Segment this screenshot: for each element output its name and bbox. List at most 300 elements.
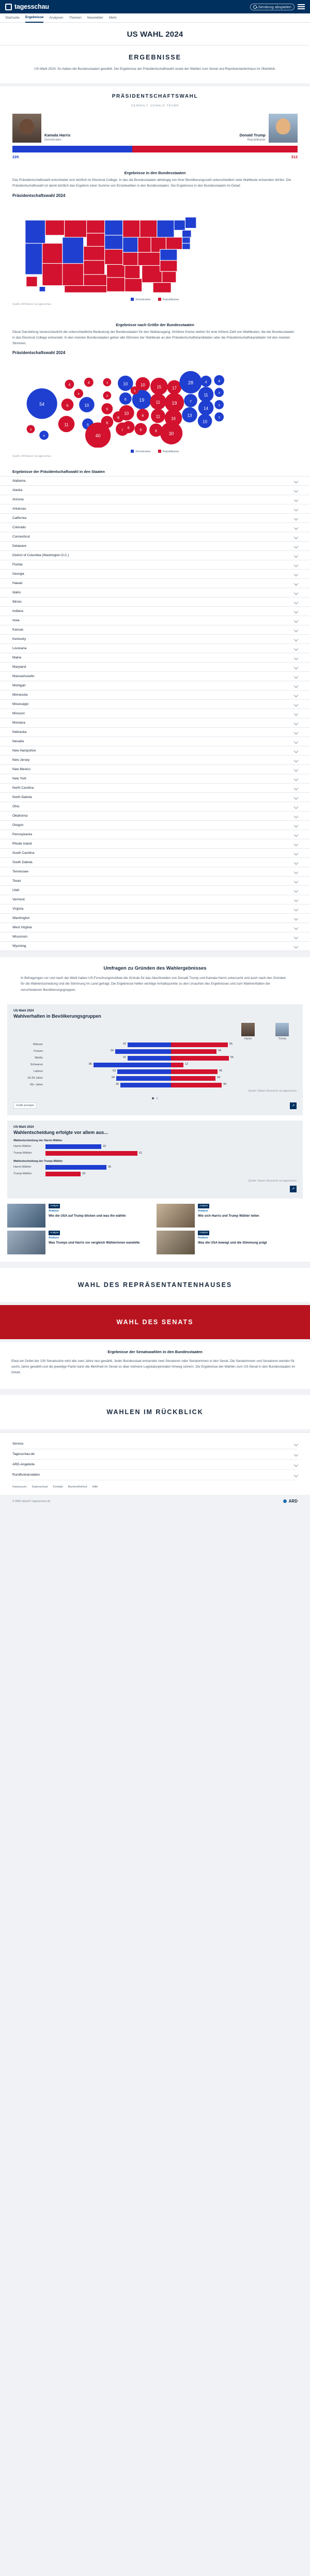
svg-text:19: 19 (172, 401, 177, 406)
search-input[interactable] (250, 4, 295, 10)
state-row-iowa[interactable] (0, 616, 310, 625)
senat-block-heading: Ergebnisse der Senatswahlen in den Bundesstaaten (107, 1349, 203, 1354)
state-label: Oregon (12, 823, 24, 827)
senat-block-text: Etwa ein Drittel der 100 Senatssitze wird alle zwei Jahre neu gewählt. Jeder Bundesstaat entsendet zwei Senatoren oder Senatorinnen in den Senat. Die Senatorinnen und Senatoren werden für sechs Jahre gewählt und die jeweilige Partei kann die Mehrheit im Senat so über mehrere Legislaturperioden hinweg sichern. Die Ergebnisse der Wahlen zum US-Senat in den Bundesstaaten im Detail: (11, 1359, 296, 1375)
panel1-source: Quelle: Edison Research via tagesschau (248, 1089, 297, 1093)
chevron-down-icon (294, 702, 298, 706)
svg-text:10: 10 (84, 403, 89, 408)
state-row-mississippi[interactable] (0, 700, 310, 709)
state-row-tennessee[interactable] (0, 867, 310, 877)
state-label: Massachusetts (12, 674, 35, 679)
praesidentschaftswahl-section (0, 86, 310, 951)
electoral-values (0, 154, 310, 159)
state-label: South Carolina (12, 851, 35, 855)
state-label: Nebraska (12, 730, 27, 734)
electoral-bar (0, 143, 310, 154)
state-row-dc[interactable] (0, 551, 310, 560)
state-label: North Carolina (12, 786, 34, 790)
chevron-down-icon (294, 562, 298, 566)
state-row-nebraska[interactable] (0, 728, 310, 737)
state-label: Utah (12, 888, 20, 893)
state-label: Rhode Island (12, 842, 32, 846)
state-row-rhode-island[interactable] (0, 839, 310, 849)
svg-text:11: 11 (156, 400, 161, 405)
state-row-new-hampshire[interactable] (0, 746, 310, 756)
chevron-down-icon (294, 627, 298, 632)
bubble-map-block (0, 311, 310, 464)
hero (0, 23, 310, 45)
chevron-down-icon (294, 730, 298, 734)
state-label: Tennessee (12, 870, 28, 874)
trump-electors: 312 (291, 155, 298, 160)
candidate-harris[interactable] (12, 114, 155, 143)
state-row-utah[interactable] (0, 886, 310, 895)
state-label: Alaska (12, 488, 23, 493)
svg-text:11: 11 (64, 422, 69, 427)
panel1-row (13, 1049, 297, 1054)
legend-dem-2: Demokraten (131, 450, 150, 453)
map2-source: Quelle: AP/Edison via tagesschau (12, 455, 52, 458)
map2-chart-label: Präsidentschaftswahl 2024 (12, 350, 66, 356)
chevron-down-icon (294, 488, 298, 492)
logo-main: tages (14, 3, 31, 10)
footer-row-label: Service (12, 1442, 24, 1446)
chevron-down-icon (294, 544, 298, 548)
chevron-down-icon (294, 823, 298, 827)
footer-row-service[interactable] (12, 1439, 298, 1449)
chevron-down-icon (294, 618, 298, 622)
map2-legend (12, 450, 298, 453)
state-label: Michigan (12, 684, 26, 688)
teaser-card[interactable] (7, 1204, 153, 1228)
trump-photo (275, 1023, 289, 1036)
state-row-colorado[interactable] (0, 523, 310, 532)
chevron-down-icon (294, 767, 298, 771)
chevron-down-icon (294, 479, 298, 483)
teaser-kicker: Analyse (198, 1209, 208, 1213)
panel1-tag[interactable]: Grafik anzeigen (13, 1102, 37, 1109)
chevron-down-icon (294, 860, 298, 864)
ergebnisse-title: ERGEBNISSE (129, 54, 181, 61)
state-row-kansas[interactable] (0, 625, 310, 635)
state-row-new-york[interactable] (0, 774, 310, 784)
chevron-down-icon (294, 581, 298, 585)
state-row-minnesota[interactable] (0, 691, 310, 700)
state-label: Hawaii (12, 581, 23, 586)
footer-link-datenschutz[interactable]: Datenschutz (32, 1485, 48, 1489)
panel2-row (13, 1172, 297, 1176)
teaser-thumbnail (157, 1204, 195, 1228)
chevron-down-icon (294, 553, 298, 557)
panel2-footer (13, 1186, 297, 1192)
main-nav (0, 13, 310, 23)
logo-mark-icon (5, 4, 12, 10)
svg-text:6: 6 (127, 426, 130, 431)
state-row-maine[interactable] (0, 653, 310, 663)
state-row-north-carolina[interactable] (0, 784, 310, 793)
row-value-right: 45 (219, 1069, 222, 1072)
map2-heading: Ergebnisse nach Größe der Bundesstaaten (116, 322, 194, 327)
state-row-washington[interactable] (0, 914, 310, 923)
panel1-row (13, 1063, 297, 1067)
ergebnisse-section (0, 45, 310, 83)
chevron-down-icon (294, 851, 298, 855)
state-row-maryland[interactable] (0, 663, 310, 672)
teaser-card[interactable] (157, 1231, 303, 1254)
teaser-card[interactable] (157, 1204, 303, 1228)
row-value-right: 44 (218, 1049, 221, 1052)
state-row-new-mexico[interactable] (0, 765, 310, 774)
chevron-down-icon (294, 600, 298, 604)
footer-row-tagesschau[interactable] (12, 1449, 298, 1460)
state-row-virginia[interactable] (0, 904, 310, 914)
panel-wahlentscheidung (7, 1121, 303, 1199)
panel1-col-harris: Harris (238, 1023, 258, 1040)
svg-text:4: 4 (68, 383, 71, 387)
state-row-kentucky[interactable] (0, 635, 310, 644)
state-label: Idaho (12, 591, 21, 595)
svg-text:6: 6 (140, 428, 142, 433)
nav-item-ergebnisse[interactable]: Ergebnisse (25, 13, 44, 23)
svg-text:6: 6 (106, 421, 109, 425)
state-row-california[interactable] (0, 514, 310, 523)
svg-text:3: 3 (218, 392, 220, 395)
nav-item-mehr[interactable]: Mehr (109, 16, 117, 20)
chevron-down-icon (294, 869, 298, 873)
chevron-down-icon (294, 534, 298, 539)
chevron-down-icon (294, 674, 298, 678)
panel2-row (13, 1165, 297, 1170)
row-label: Männer (33, 1043, 43, 1047)
teaser-kicker: Analyse (49, 1209, 59, 1213)
chevron-down-icon (294, 683, 298, 687)
state-row-new-jersey[interactable] (0, 756, 310, 765)
chevron-down-icon (294, 646, 298, 650)
state-label: Florida (12, 563, 23, 567)
chevron-down-icon (294, 758, 298, 762)
row-label: Harris-Wähler (13, 1145, 32, 1148)
state-row-alabama[interactable] (0, 477, 310, 486)
state-row-michigan[interactable] (0, 681, 310, 691)
chevron-down-icon (294, 795, 298, 799)
chevron-down-icon (294, 907, 298, 911)
panel1-footer (13, 1102, 297, 1109)
chevron-down-icon (294, 804, 298, 808)
chevron-down-icon (294, 944, 298, 948)
state-row-south-dakota[interactable] (0, 858, 310, 867)
map2-text: Diese Darstellung veranschaulicht die unterschiedliche Bedeutung der Bundesstaaten für den Wahlausgang. Größere Kreise stehen für eine höhere Zahl von Wahlleuten, die der Bundesstaaten in das Electoral College entsendet. In den meisten Bundesstaaten gehen alle Stimmen der Wahlleute an den Präsidentschaftskandidaten oder die Präsidentschaftskandidatin mit den meisten Stimmen. (12, 330, 295, 346)
chevron-down-icon (294, 516, 298, 520)
state-label: Indiana (12, 609, 23, 614)
chevron-down-icon (294, 711, 298, 715)
state-results-block (0, 159, 310, 311)
svg-text:8: 8 (117, 416, 119, 420)
panel2-title: Wahlentscheidung erfolgte vor allem aus... (13, 1129, 108, 1135)
trump-photo (269, 114, 298, 143)
row-label: 18-29 Jahre (27, 1077, 43, 1080)
state-row-arizona[interactable] (0, 495, 310, 504)
rueckblick-section (0, 1395, 310, 1429)
nav-item-startseite[interactable]: Startseite (5, 16, 20, 20)
state-row-texas[interactable] (0, 877, 310, 886)
panel2-source: Quelle: Edison Research via tagesschau (248, 1179, 297, 1183)
legend-dem: Demokraten (131, 298, 150, 301)
state-label: New Hampshire (12, 749, 36, 753)
row-value: 51 (139, 1152, 143, 1155)
row-label: Schwarze (30, 1063, 43, 1067)
panel2-kicker: US-Wahl 2024 (13, 1125, 34, 1129)
svg-text:15: 15 (157, 385, 162, 390)
panel1-row (13, 1042, 297, 1047)
state-row-vermont[interactable] (0, 895, 310, 904)
state-row-illinois[interactable] (0, 597, 310, 607)
svg-text:5: 5 (106, 407, 109, 411)
teaser-card[interactable] (7, 1231, 153, 1254)
state-label: New Mexico (12, 768, 30, 772)
footer-row-label: Rundfunkanstalten (12, 1473, 40, 1477)
svg-text:3: 3 (218, 404, 220, 408)
footer-link-hilfe[interactable]: Hilfe (92, 1485, 98, 1489)
state-label: South Dakota (12, 861, 33, 865)
footer-row-label: ARD-Angebote (12, 1463, 35, 1467)
map1-source: Quelle: AP/Edison via tagesschau (12, 302, 52, 306)
row-value-left: 42 (123, 1042, 126, 1046)
state-row-delaware[interactable] (0, 542, 310, 551)
electoral-bar-rep (132, 146, 298, 152)
state-label: Iowa (12, 619, 20, 623)
panel-carousel-dots[interactable] (13, 1097, 297, 1099)
svg-text:10: 10 (124, 411, 129, 416)
teaser-kicker: Analyse (198, 1236, 208, 1239)
chevron-down-icon (294, 786, 298, 790)
svg-text:28: 28 (188, 380, 193, 386)
state-row-pennsylvania[interactable] (0, 830, 310, 839)
svg-text:6: 6 (142, 414, 144, 418)
state-row-georgia[interactable] (0, 570, 310, 579)
svg-text:19: 19 (139, 397, 145, 403)
state-row-nevada[interactable] (0, 737, 310, 746)
footer-links (12, 1480, 298, 1493)
panel2-row (13, 1144, 297, 1149)
map1-chart-label: Präsidentschaftswahl 2024 (12, 193, 66, 198)
legend-rep-2: Republikaner (158, 450, 179, 453)
svg-text:3: 3 (133, 390, 136, 393)
share-icon[interactable]: ↗ (290, 1102, 297, 1109)
chevron-down-icon (294, 1473, 298, 1477)
svg-text:10: 10 (203, 419, 207, 424)
state-row-wyoming[interactable] (0, 942, 310, 951)
topbar (0, 0, 310, 13)
state-row-florida[interactable] (0, 560, 310, 570)
rueckblick-title: WAHLEN IM RÜCKBLICK (106, 1408, 204, 1416)
electoral-bar-dem (12, 146, 132, 152)
state-label: Mississippi (12, 702, 28, 707)
state-row-oregon[interactable] (0, 821, 310, 830)
state-label: Kansas (12, 628, 24, 632)
states-accordion-heading: Ergebnisse der Präsidentschaftswahl in den Staaten (12, 469, 105, 474)
state-row-idaho[interactable] (0, 588, 310, 597)
svg-text:3: 3 (29, 428, 32, 432)
row-value-left: 54 (112, 1076, 115, 1079)
panel1-row (13, 1069, 297, 1074)
state-row-massachusetts[interactable] (0, 672, 310, 681)
surveys-title: Umfragen zu Gründen des Wahlergebnisses (103, 965, 207, 972)
topbar-actions (250, 4, 305, 10)
state-row-louisiana[interactable] (0, 644, 310, 653)
state-row-oklahoma[interactable] (0, 811, 310, 821)
tagesschau-logo[interactable] (5, 3, 49, 10)
state-label: Virginia (12, 907, 24, 911)
repraesentantenhaus-section (0, 1268, 310, 1302)
svg-text:10: 10 (123, 381, 128, 387)
harris-photo (241, 1023, 255, 1036)
svg-text:16: 16 (171, 416, 176, 421)
footer-link-kontakt[interactable]: Kontakt (53, 1485, 63, 1489)
senat-title: WAHL DES SENATS (116, 1318, 194, 1326)
svg-text:4: 4 (218, 379, 221, 384)
teaser-grid (0, 1199, 310, 1262)
svg-text:3: 3 (106, 395, 108, 398)
teaser-headline: Wie die USA auf Trump blicken und was ihn wählte (49, 1214, 126, 1218)
state-row-wisconsin[interactable] (0, 932, 310, 942)
state-label: Connecticut (12, 535, 30, 539)
senat-banner (0, 1305, 310, 1339)
state-label: Texas (12, 879, 21, 883)
states-accordion (0, 476, 310, 951)
chevron-down-icon (294, 841, 298, 846)
chevron-down-icon (294, 655, 298, 660)
panel2-group-right: Wahlentscheidung der Trump-Wähler (13, 1159, 63, 1163)
chevron-down-icon (294, 897, 298, 901)
state-row-alaska[interactable] (0, 486, 310, 495)
chevron-down-icon (294, 609, 298, 613)
row-label: Frauen (34, 1050, 43, 1053)
chevron-down-icon (294, 934, 298, 939)
footer-link-barrierefreiheit[interactable]: Barrierefreiheit (68, 1485, 87, 1489)
row-value-left: 86 (89, 1062, 92, 1066)
burger-icon[interactable] (298, 4, 305, 9)
trump-name: Donald Trump (239, 132, 266, 137)
row-value: 32 (103, 1145, 106, 1148)
carousel-dot-2[interactable] (156, 1097, 158, 1099)
svg-text:6: 6 (66, 404, 69, 408)
svg-text:4: 4 (87, 381, 90, 385)
state-label: Maryland (12, 665, 26, 669)
surveys-section (0, 957, 310, 1262)
senat-section (0, 1342, 310, 1389)
repraesentantenhaus-title: WAHL DES REPRÄSENTANTENHAUSES (78, 1281, 233, 1289)
state-row-indiana[interactable] (0, 607, 310, 616)
row-label: 65+ Jahre (29, 1083, 43, 1087)
state-label: Oklahoma (12, 814, 28, 818)
panel1-row (13, 1076, 297, 1081)
state-label: Minnesota (12, 693, 28, 697)
chevron-down-icon (294, 590, 298, 594)
footer-row-ard-angebote[interactable] (12, 1460, 298, 1470)
carousel-dot-1[interactable] (152, 1097, 154, 1099)
nav-item-themen[interactable]: Themen (69, 16, 82, 20)
chevron-down-icon (294, 739, 298, 743)
nav-item-analysen[interactable]: Analysen (49, 16, 64, 20)
state-label: Nevada (12, 740, 24, 744)
map1-heading: Ergebnisse in den Bundesstaaten (124, 171, 186, 176)
state-row-ohio[interactable] (0, 802, 310, 811)
chevron-down-icon (294, 1463, 298, 1467)
svg-text:11: 11 (156, 414, 161, 419)
state-row-connecticut[interactable] (0, 532, 310, 542)
teaser-headline: Wie sich Harris und Trump Wähler teilen (198, 1214, 259, 1218)
us-choropleth-map[interactable] (12, 200, 298, 296)
row-label: Trump-Wähler (13, 1172, 32, 1176)
chevron-down-icon (294, 1452, 298, 1456)
harris-name: Kamala Harris (44, 132, 71, 137)
state-label: Vermont (12, 898, 25, 902)
teaser-thumbnail (7, 1204, 45, 1228)
ard-logo[interactable]: ARD (283, 1499, 298, 1504)
us-bubble-map[interactable] (12, 357, 298, 448)
footer-bottom (0, 1495, 310, 1511)
chevron-down-icon (294, 665, 298, 669)
panel1-col-trump: Trump (272, 1023, 292, 1040)
state-row-west-virginia[interactable] (0, 923, 310, 932)
row-label: Trump-Wähler (13, 1152, 32, 1155)
footer (0, 1432, 310, 1495)
chevron-down-icon (294, 888, 298, 892)
teaser-kicker: Analyse (49, 1236, 59, 1239)
state-row-montana[interactable] (0, 718, 310, 728)
row-value-left: 53 (113, 1069, 116, 1072)
nav-item-newsletter[interactable]: Newsletter (87, 16, 103, 20)
chevron-down-icon (294, 507, 298, 511)
footer-link-impressum[interactable]: Impressum (12, 1485, 27, 1489)
row-value-right: 55 (229, 1042, 233, 1046)
candidate-trump[interactable] (155, 114, 298, 143)
chevron-down-icon (294, 497, 298, 501)
state-label: Pennsylvania (12, 833, 33, 837)
state-label: Ohio (12, 805, 20, 809)
state-row-missouri[interactable] (0, 709, 310, 718)
share-icon[interactable]: ↗ (290, 1186, 297, 1192)
state-label: West Virginia (12, 926, 32, 930)
row-label: Harris-Wähler (13, 1166, 32, 1169)
state-label: Georgia (12, 572, 24, 576)
svg-text:3: 3 (218, 416, 220, 420)
harris-party: Demokraten (44, 139, 61, 142)
svg-text:7: 7 (121, 428, 123, 433)
state-label: Montana (12, 721, 25, 725)
state-row-arkansas[interactable] (0, 504, 310, 514)
chevron-down-icon (294, 637, 298, 641)
praesi-subtitle: GEWÄHLT: DONALD TRUMP (131, 104, 179, 108)
ergebnisse-intro-text: US-Wahl 2024: So haben die Bundesstaaten gewählt. Die Ergebnisse der Präsidentschaftswahl sowie der Wahlen zum Senat und Repräsentantenhaus im Überblick. (34, 67, 276, 71)
svg-text:40: 40 (95, 433, 101, 439)
row-value: 35 (108, 1166, 112, 1169)
row-value-right: 56 (230, 1055, 234, 1059)
state-row-north-dakota[interactable] (0, 793, 310, 802)
surveys-header (0, 957, 310, 1000)
panel1-columns (13, 1023, 297, 1040)
state-label: Illinois (12, 600, 22, 604)
teaser-thumbnail (157, 1231, 195, 1254)
panel2-group-left: Wahlentscheidung der Harris-Wähler (13, 1139, 63, 1142)
state-row-hawaii[interactable] (0, 579, 310, 588)
state-row-south-carolina[interactable] (0, 849, 310, 858)
panel1-row (13, 1056, 297, 1061)
footer-row-rundfunkanstalten[interactable] (12, 1470, 298, 1480)
chevron-down-icon (294, 879, 298, 883)
surveys-text: In Befragungen vor und nach der Wahl haben US-Forschungsinstitute die Gründe für das Abschneiden von Donald Trump und Kamala Harris untersucht und auch nach den Gründen für die Wahlentscheidung und die Stimmung im Land gefragt. Die Ergebnisse helfen wichtige Anhaltspunkte zu den Ursachen des Ergebnisses und zum Wahlverhalten der verschiedenen Bevölkerungsgruppen. (21, 976, 286, 992)
row-value-left: 49 (116, 1082, 119, 1086)
